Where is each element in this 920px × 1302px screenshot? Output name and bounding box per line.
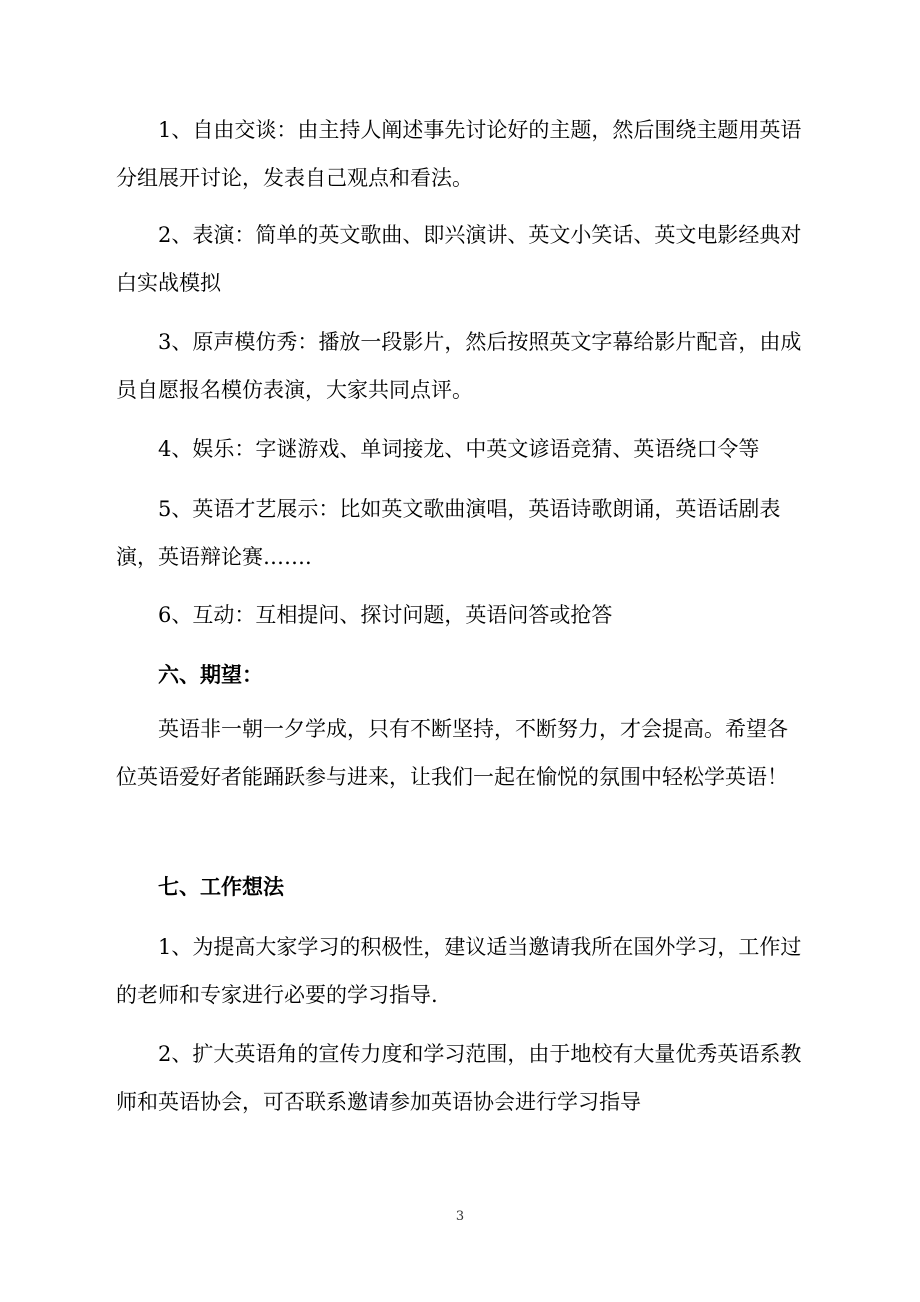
activity-item-1: 1、自由交谈：由主持人阐述事先讨论好的主题，然后围绕主题用英语分组展开讨论，发表自己观点和看法。 (116, 118, 802, 190)
heading-work-ideas: 七、工作想法 (158, 874, 284, 899)
work-idea-item-2: 2、扩大英语角的宣传力度和学习范围，由于地校有大量优秀英语系教师和英语协会，可否联系邀请参加英语协会进行学习指导 (116, 1042, 802, 1114)
activity-item-4: 4、娱乐：字谜游戏、单词接龙、中英文谚语竞猜、英语绕口令等 (158, 437, 760, 461)
expectation-body: 英语非一朝一夕学成，只有不断坚持，不断努力，才会提高。希望各位英语爱好者能踊跃参与进来，让我们一起在愉悦的氛围中轻松学英语！ (116, 717, 788, 789)
activity-item-2: 2、表演：简单的英文歌曲、即兴演讲、英文小笑话、英文电影经典对白实战模拟 (116, 223, 802, 295)
activity-item-5: 5、英语才艺展示：比如英文歌曲演唱，英语诗歌朗诵，英语话剧表演，英语辩论赛……. (116, 497, 781, 569)
activity-item-3: 3、原声模仿秀：播放一段影片，然后按照英文字幕给影片配音，由成员自愿报名模仿表演，大家共同点评。 (116, 330, 802, 402)
page-number: 3 (455, 1209, 465, 1224)
heading-expectation: 六、期望： (158, 662, 263, 687)
work-idea-item-1: 1、为提高大家学习的积极性，建议适当邀请我所在国外学习，工作过的老师和专家进行必要的学习指导. (116, 935, 802, 1007)
activity-item-6: 6、互动：互相提问、探讨问题，英语问答或抢答 (158, 603, 613, 627)
